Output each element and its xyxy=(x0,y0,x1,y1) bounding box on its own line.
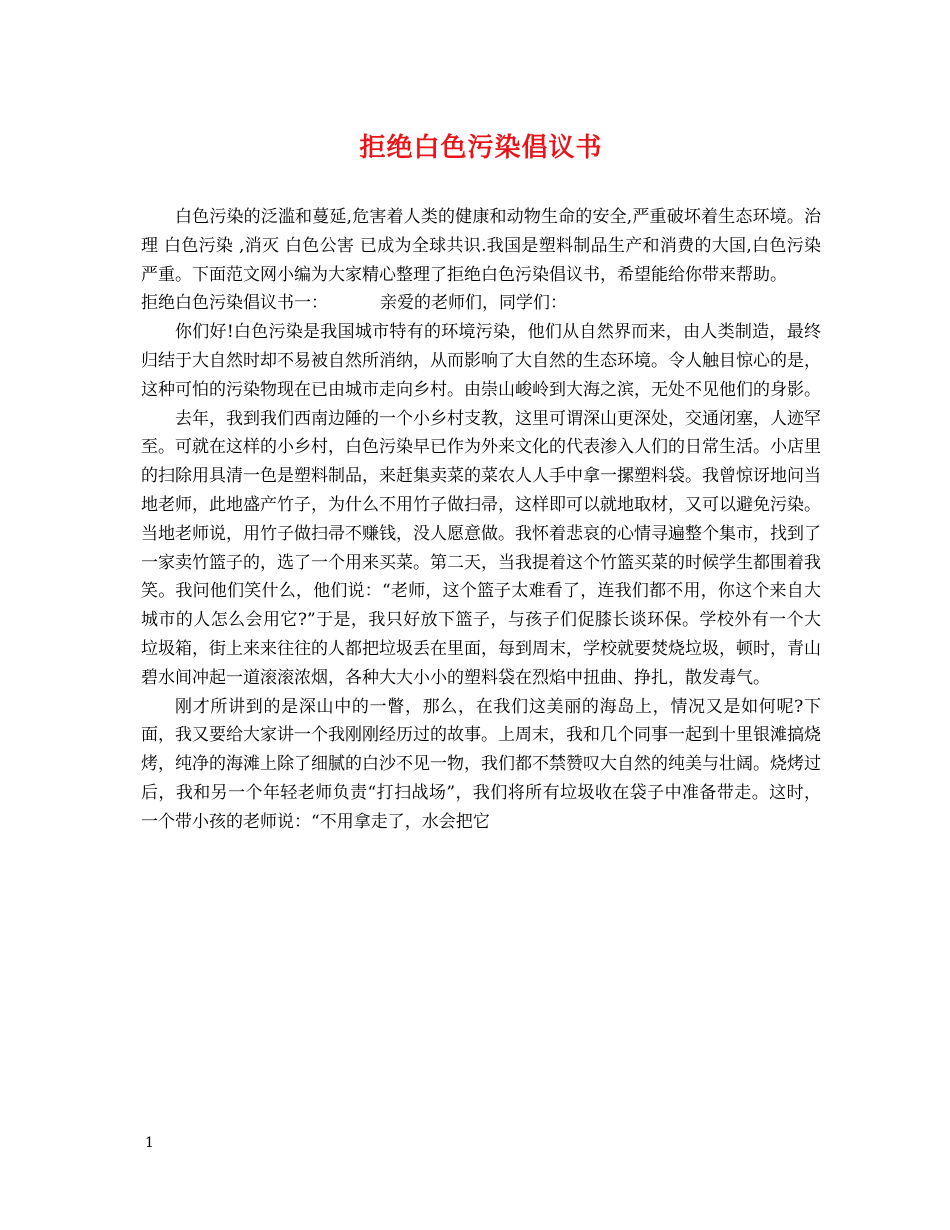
intro-paragraph: 白色污染的泛滥和蔓延,危害着人类的健康和动物生命的安全,严重破坏着生态环境。治理 白色污染 ,消灭 白色公害 已成为全球共识.我国是塑料制品生产和消费的大国,白色污染严重。下面范文网小编为大家精心整理了拒绝白色污染倡议书，希望能给你带来帮助。 xyxy=(141,207,821,285)
body-paragraph-2: 去年，我到我们西南边陲的一个小乡村支教，这里可谓深山更深处，交通闭塞，人迹罕至。可就在这样的小乡村，白色污染早已作为外来文化的代表渗入人们的日常生活。小店里的扫除用具清一色是塑料制品，来赶集卖菜的菜农人人手中拿一摞塑料袋。我曾惊讶地问当地老师，此地盛产竹子，为什么不用竹子做扫帚，这样即可以就地取材，又可以避免污染。当地老师说，用竹子做扫帚不赚钱，没人愿意做。我怀着悲哀的心情寻遍整个集市，找到了一家卖竹篮子的，选了一个用来买菜。第二天，当我提着这个竹篮买菜的时候学生都围着我笑。我问他们笑什么，他们说：“老师，这个篮子太难看了，连我们都不用，你这个来自大城市的人怎么会用它?”于是，我只好放下篮子，与孩子们促膝长谈环保。学校外有一个大垃圾箱，街上来来往往的人都把垃圾丢在里面，每到周末，学校就要焚烧垃圾，顿时，青山碧水间冲起一道滚滚浓烟，各种大大小小的塑料袋在烈焰中扭曲、挣扎，散发毒气。 xyxy=(141,408,821,688)
body-paragraph-3: 刚才所讲到的是深山中的一瞥，那么，在我们这美丽的海岛上，情况又是如何呢?下面，我又要给大家讲一个我刚刚经历过的故事。上周末，我和几个同事一起到十里银滩搞烧烤，纯净的海滩上除了细腻的白沙不见一物，我们都不禁赞叹大自然的纯美与壮阔。烧烤过后，我和另一个年轻老师负责“打扫战场”，我们将所有垃圾收在袋子中准备带走。这时，一个带小孩的老师说：“不用拿走了，水会把它 xyxy=(141,696,821,832)
section-line xyxy=(141,289,821,318)
body-paragraph-1: 你们好!白色污染是我国城市特有的环境污染，他们从自然界而来，由人类制造，最终归结于大自然时却不易被自然所消纳，从而影响了大自然的生态环境。令人触目惊心的是，这种可怕的污染物现在已由城市走向乡村。由崇山峻岭到大海之滨，无处不见他们的身影。 xyxy=(141,322,821,400)
section-heading: 拒绝白色污染倡议书一： xyxy=(141,293,328,314)
document-body xyxy=(141,203,821,837)
document-title: 拒绝白色污染倡议书 xyxy=(359,133,603,163)
page-number: 1 xyxy=(145,1135,154,1151)
salutation: 亲爱的老师们，同学们： xyxy=(380,293,567,314)
